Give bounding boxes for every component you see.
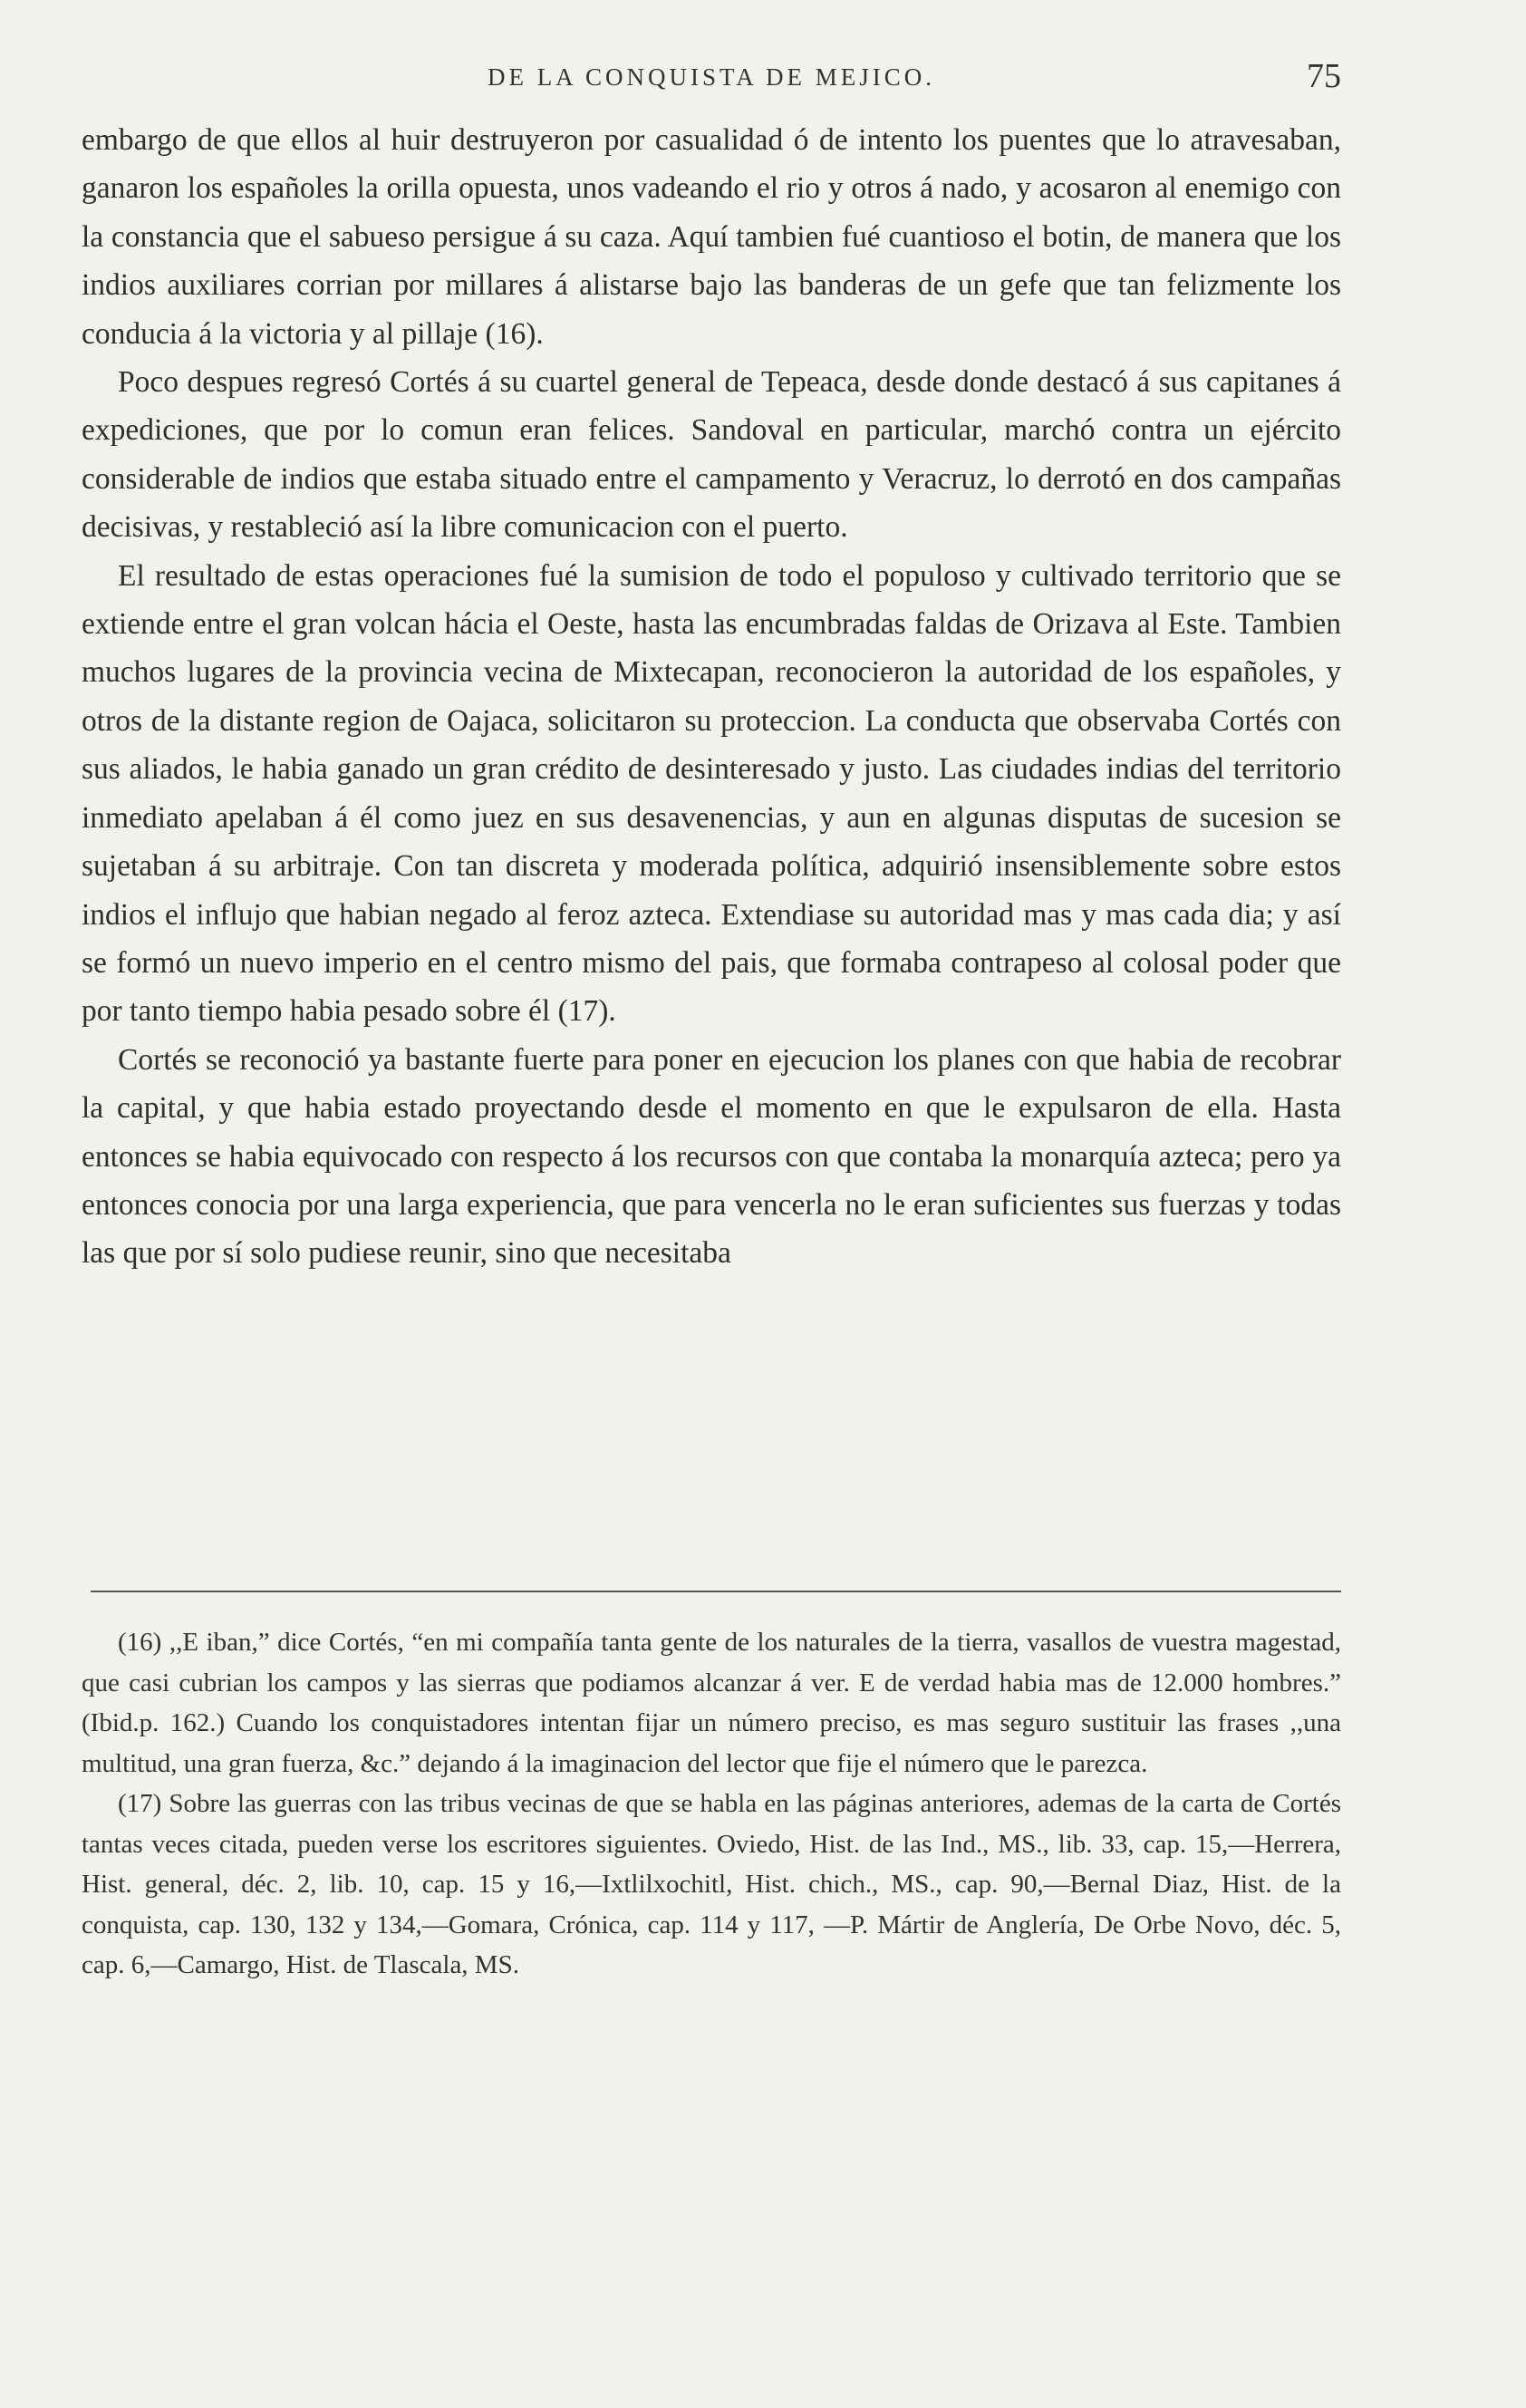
paragraph: Poco despues regresó Cortés á su cuartel general de Tepeaca, desde donde destacó á sus capitanes á expediciones, que por lo comun eran felices. Sandoval en particular, marchó contra un ejército considerable de indios que estaba situado entre el campamento y Veracruz, lo derrotó en dos campañas decisivas, y restableció así la libre comunicacion con el puerto. (82, 365, 1341, 545)
paragraph: El resultado de estas operaciones fué la sumision de todo el populoso y cultivado territorio que se extiende entre el gran volcan hácia el Oeste, hasta las encumbradas faldas de Orizava al Este. Tambien muchos lugares de la provincia vecina de Mixtecapan, reconocieron la autoridad de los españoles, y otros de la distante region de Oajaca, solicitaron su proteccion. La conducta que observaba Cortés con sus aliados, le habia ganado un gran crédito de desinteresado y justo. Las ciudades indias del territorio inmediato apelaban á él como juez en sus desavenencias, y aun en algunas disputas de sucesion se sujetaban á su arbitraje. Con tan discreta y moderada política, adquirió insensiblemente sobre estos indios el influjo que habian negado al feroz azteca. Extendiase su autoridad mas y mas cada dia; y así se formó un nuevo imperio en el centro mismo del pais, que formaba contrapeso al colosal poder que por tanto tiempo habia pesado sobre él (17). (82, 558, 1341, 1029)
footnotes (82, 1622, 1341, 1986)
running-title: DE LA CONQUISTA DE MEJICO. (487, 63, 936, 91)
running-head (82, 56, 1341, 102)
main-text (82, 116, 1341, 1278)
footnote-17: (17) Sobre las guerras con las tribus vecinas de que se habla en las páginas anteriores, ademas de la carta de Cortés tantas veces citada, pueden verse los escritores siguientes. Oviedo, Hist. de las Ind., MS., lib. 33, cap. 15,—Herrera, Hist. general, déc. 2, lib. 10, cap. 15 y 16,—Ixtlilxochitl, Hist. chich., MS., cap. 90,—Bernal Diaz, Hist. de la conquista, cap. 130, 132 y 134,—Gomara, Crónica, cap. 114 y 117, —P. Mártir de Anglería, De Orbe Novo, déc. 5, cap. 6,—Camargo, Hist. de Tlascala, MS. (82, 1789, 1341, 1979)
footnote-divider (91, 1591, 1341, 1592)
page-number: 75 (1307, 57, 1341, 95)
footnote-16: (16) ,,E iban,” dice Cortés, “en mi compañía tanta gente de los naturales de la tierra, vasallos de vuestra magestad, que casi cubrian los campos y las sierras que podiamos alcanzar á ver. E de verdad habia mas de 12.000 hombres.” (Ibid.p. 162.) Cuando los conquistadores intentan fijar un número preciso, es mas seguro sustituir las frases ,,una multitud, una gran fuerza, &c.” dejando á la imaginacion del lector que fije el número que le parezca. (82, 1628, 1341, 1778)
paragraph: embargo de que ellos al huir destruyeron por casualidad ó de intento los puentes que lo atravesaban, ganaron los españoles la orilla opuesta, unos vadeando el rio y otros á nado, y acosaron al enemigo con la constancia que el sabueso persigue á su caza. Aquí tambien fué cuantioso el botin, de manera que los indios auxiliares corrian por millares á alistarse bajo las banderas de un gefe que tan felizmente los conducia á la victoria y al pillaje (16). (82, 123, 1341, 351)
paragraph: Cortés se reconoció ya bastante fuerte para poner en ejecucion los planes con que habia de recobrar la capital, y que habia estado proyectando desde el momento en que le expulsaron de ella. Hasta entonces se habia equivocado con respecto á los recursos con que contaba la monarquía azteca; pero ya entonces conocia por una larga experiencia, que para vencerla no le eran suficientes sus fuerzas y todas las que por sí solo pudiese reunir, sino que necesitaba (82, 1042, 1341, 1271)
